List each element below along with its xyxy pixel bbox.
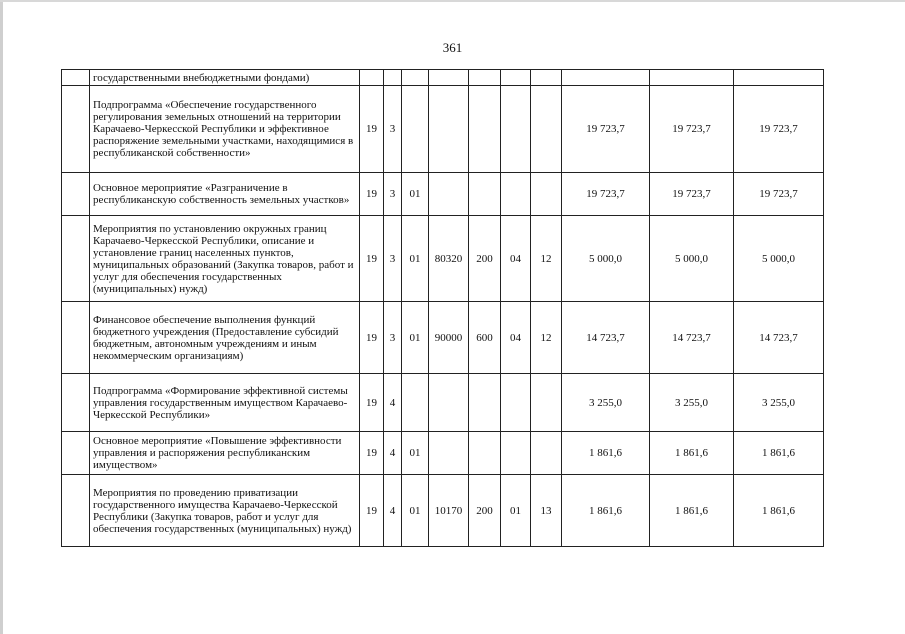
amount-year-2: 14 723,7 — [650, 302, 734, 374]
code-subsection — [531, 173, 562, 216]
code-program: 19 — [360, 86, 384, 173]
table-row — [62, 302, 824, 374]
amount-year-1: 14 723,7 — [562, 302, 650, 374]
code-subprogram: 3 — [384, 302, 402, 374]
budget-table — [61, 69, 824, 547]
amount-year-2 — [650, 70, 734, 86]
code-program: 19 — [360, 302, 384, 374]
row-name: Основное мероприятие «Повышение эффективности управления и распоряжения республиканским имуществом» — [90, 432, 360, 475]
row-index-cell — [62, 70, 90, 86]
table-row — [62, 70, 824, 86]
code-section — [501, 374, 531, 432]
code-direction — [429, 86, 469, 173]
code-section: 01 — [501, 475, 531, 547]
scan-top-edge — [0, 0, 905, 2]
row-index-cell — [62, 216, 90, 302]
code-main-event: 01 — [402, 302, 429, 374]
code-section — [501, 432, 531, 475]
amount-year-2: 5 000,0 — [650, 216, 734, 302]
code-main-event: 01 — [402, 432, 429, 475]
code-program: 19 — [360, 475, 384, 547]
row-name: государственными внебюджетными фондами) — [90, 70, 360, 86]
code-subprogram: 3 — [384, 173, 402, 216]
code-program: 19 — [360, 374, 384, 432]
code-subsection: 13 — [531, 475, 562, 547]
code-expense-type — [469, 86, 501, 173]
code-subprogram: 3 — [384, 216, 402, 302]
amount-year-3: 3 255,0 — [734, 374, 824, 432]
code-direction: 90000 — [429, 302, 469, 374]
amount-year-3: 1 861,6 — [734, 475, 824, 547]
code-program — [360, 70, 384, 86]
code-subprogram — [384, 70, 402, 86]
code-main-event — [402, 374, 429, 432]
amount-year-2: 1 861,6 — [650, 475, 734, 547]
row-name: Основное мероприятие «Разграничение в республиканскую собственность земельных участков» — [90, 173, 360, 216]
amount-year-2: 19 723,7 — [650, 173, 734, 216]
code-direction: 80320 — [429, 216, 469, 302]
code-section — [501, 86, 531, 173]
amount-year-2: 1 861,6 — [650, 432, 734, 475]
table-row — [62, 173, 824, 216]
code-direction — [429, 70, 469, 86]
row-index-cell — [62, 302, 90, 374]
row-name: Подпрограмма «Обеспечение государственного регулирования земельных отношений на территории Карачаево-Черкесской Республики и эффективное распоряжение земельными участками, находящимися в республиканской собственности» — [90, 86, 360, 173]
amount-year-3: 19 723,7 — [734, 86, 824, 173]
table-row — [62, 86, 824, 173]
code-expense-type: 200 — [469, 216, 501, 302]
table-row — [62, 374, 824, 432]
row-name: Мероприятия по установлению окружных границ Карачаево-Черкесской Республики, описание и установление границ населенных пунктов, муниципальных образований (Закупка товаров, работ и услуг для обеспечения государственных (муниципальных) нужд) — [90, 216, 360, 302]
code-subprogram: 3 — [384, 86, 402, 173]
code-subsection — [531, 432, 562, 475]
table-row — [62, 432, 824, 475]
code-subsection — [531, 86, 562, 173]
amount-year-3: 19 723,7 — [734, 173, 824, 216]
amount-year-3: 1 861,6 — [734, 432, 824, 475]
row-index-cell — [62, 86, 90, 173]
code-direction: 10170 — [429, 475, 469, 547]
code-subsection — [531, 374, 562, 432]
code-program: 19 — [360, 173, 384, 216]
amount-year-3: 5 000,0 — [734, 216, 824, 302]
code-expense-type — [469, 374, 501, 432]
amount-year-1: 1 861,6 — [562, 475, 650, 547]
code-section — [501, 70, 531, 86]
scan-left-edge — [0, 0, 3, 634]
code-subprogram: 4 — [384, 374, 402, 432]
code-section — [501, 173, 531, 216]
code-expense-type — [469, 70, 501, 86]
amount-year-3: 14 723,7 — [734, 302, 824, 374]
code-subprogram: 4 — [384, 432, 402, 475]
amount-year-3 — [734, 70, 824, 86]
code-expense-type — [469, 432, 501, 475]
code-section: 04 — [501, 216, 531, 302]
code-main-event — [402, 86, 429, 173]
code-main-event: 01 — [402, 173, 429, 216]
amount-year-1: 19 723,7 — [562, 86, 650, 173]
code-section: 04 — [501, 302, 531, 374]
code-expense-type: 600 — [469, 302, 501, 374]
table-row — [62, 216, 824, 302]
row-index-cell — [62, 374, 90, 432]
code-direction — [429, 374, 469, 432]
code-subsection: 12 — [531, 216, 562, 302]
code-program: 19 — [360, 216, 384, 302]
budget-table-body — [62, 70, 824, 547]
code-subsection: 12 — [531, 302, 562, 374]
amount-year-2: 3 255,0 — [650, 374, 734, 432]
amount-year-1 — [562, 70, 650, 86]
row-index-cell — [62, 475, 90, 547]
code-main-event: 01 — [402, 216, 429, 302]
code-main-event: 01 — [402, 475, 429, 547]
row-index-cell — [62, 432, 90, 475]
row-index-cell — [62, 173, 90, 216]
code-main-event — [402, 70, 429, 86]
code-subsection — [531, 70, 562, 86]
amount-year-1: 3 255,0 — [562, 374, 650, 432]
code-subprogram: 4 — [384, 475, 402, 547]
row-name: Подпрограмма «Формирование эффективной системы управления государственным имуществом Карачаево-Черкесской Республики» — [90, 374, 360, 432]
amount-year-1: 1 861,6 — [562, 432, 650, 475]
amount-year-1: 5 000,0 — [562, 216, 650, 302]
code-direction — [429, 173, 469, 216]
code-expense-type: 200 — [469, 475, 501, 547]
page-number: 361 — [442, 40, 463, 55]
code-program: 19 — [360, 432, 384, 475]
amount-year-2: 19 723,7 — [650, 86, 734, 173]
amount-year-1: 19 723,7 — [562, 173, 650, 216]
table-row — [62, 475, 824, 547]
row-name: Финансовое обеспечение выполнения функций бюджетного учреждения (Предоставление субсидий бюджетным, автономным учреждениям и иным некоммерческим организациям) — [90, 302, 360, 374]
code-direction — [429, 432, 469, 475]
row-name: Мероприятия по проведению приватизации государственного имущества Карачаево-Черкесской Республики (Закупка товаров, работ и услуг для обеспечения государственных (муниципальных) нужд) — [90, 475, 360, 547]
code-expense-type — [469, 173, 501, 216]
